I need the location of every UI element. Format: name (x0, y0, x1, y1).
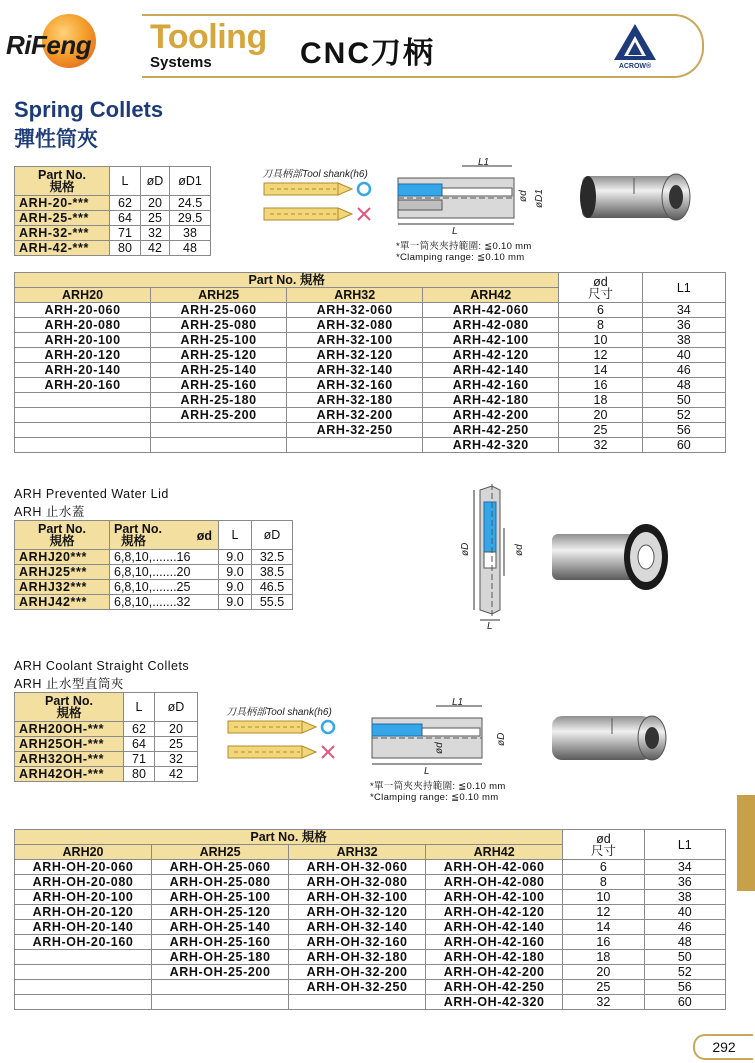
table-row: ARHJ25*** 6,8,10,.......20 9.0 38.5 (15, 565, 293, 580)
part-cell: ARH-OH-42-160 (426, 935, 563, 950)
part-cell: ARH-OH-42-250 (426, 980, 563, 995)
coolant-title-en: ARH Coolant Straight Collets (14, 659, 190, 673)
table-row (15, 348, 726, 363)
od-cell: 18 (559, 393, 642, 408)
header-part-no: Part No. 規格 (15, 273, 559, 288)
water-lid-photo (548, 520, 678, 594)
part-cell: ARH-OH-42-120 (426, 905, 563, 920)
table-row (15, 318, 726, 333)
part-cell: ARH-32-200 (287, 408, 423, 423)
header-od: ød 尺寸 (559, 273, 642, 303)
spring-collet-photo (574, 168, 696, 226)
L1-cell: 60 (642, 438, 725, 453)
part-cell: ARH-42-250 (423, 423, 559, 438)
L1-cell: 50 (642, 393, 725, 408)
part-cell: ARH-42-060 (423, 303, 559, 318)
table-row: ARH-42-*** 80 42 48 (15, 241, 211, 256)
part-cell: ARH-42-160 (423, 378, 559, 393)
svg-text:L1: L1 (452, 697, 464, 708)
L1-cell: 56 (642, 423, 725, 438)
L1-cell: 34 (642, 303, 725, 318)
coolant-title-zh: ARH 止水型直筒夾 (14, 677, 124, 691)
part-cell (15, 980, 152, 995)
table-row (15, 393, 726, 408)
page-number: 292 (693, 1034, 753, 1060)
header-part-no: Part No. 規格 (15, 830, 563, 845)
title-tooling: Tooling (150, 18, 267, 56)
part-cell: ARH-25-120 (151, 348, 287, 363)
L1-cell: 46 (644, 920, 725, 935)
tool-shank-label: 刀具柄部Tool shank(h6) (262, 169, 368, 180)
L1-cell: 34 (644, 860, 725, 875)
od-cell: 8 (559, 318, 642, 333)
coolant-collet-part-table: Part No. 規格 ød 尺寸 L1 ARH20 ARH25 ARH32 ARH42 ARH-OH-20-060 ARH-OH-25-060 ARH-OH-32-060 ARH-OH-42-060 6 34 ARH-OH-20-080 ARH-OH-25-080 ARH-OH-32-080 ARH-OH-42-080 8 36 ARH-OH-20-100 ARH-OH-25-100 ARH-OH-32-100 ARH-OH-42-100 10 38 ARH-OH-20-120 ARH-OH-25-120 ARH-OH-32-120 ARH-OH-42-120 12 40 ARH-OH-20-140 ARH-OH-25-140 ARH-OH-32-140 ARH-OH-42-140 14 46 ARH-OH-20-160 ARH-OH-25-160 ARH-OH-32-160 ARH-OH-42-160 16 48 ARH-OH-25-180 ARH-OH-32-180 ARH-OH-42-180 18 50 ARH-OH-25-200 ARH-OH-32-200 ARH-OH-42-200 20 52 ARH-OH-32-250 ARH-OH-42-250 25 56 ARH-OH-42-320 32 60 (14, 829, 726, 1010)
coolant-collet-photo (548, 710, 672, 766)
table-row (15, 995, 726, 1010)
svg-text:øD: øD (496, 732, 507, 746)
part-cell: ARH-32-080 (287, 318, 423, 333)
od-cell: 14 (563, 920, 644, 935)
part-cell (287, 438, 423, 453)
L1-cell: 46 (642, 363, 725, 378)
table-row: ARH32OH-*** 71 32 (15, 752, 198, 767)
part-cell (151, 423, 287, 438)
od-cell: 32 (559, 438, 642, 453)
table-row (15, 935, 726, 950)
part-cell: ARH-32-100 (287, 333, 423, 348)
section-title-en: Spring Collets (14, 97, 164, 122)
brand-logo: RiFeng (6, 30, 92, 60)
part-cell: ARH-42-080 (423, 318, 559, 333)
table-row (15, 378, 726, 393)
table-row: ARH25OH-*** 64 25 (15, 737, 198, 752)
svg-text:øD: øD (460, 542, 471, 556)
od-cell: 25 (559, 423, 642, 438)
od-cell: 8 (563, 875, 644, 890)
part-cell: ARH-32-160 (287, 378, 423, 393)
part-cell: ARH-OH-32-140 (289, 920, 426, 935)
od-cell: 12 (559, 348, 642, 363)
title-systems: Systems (150, 54, 212, 71)
coolant-collet-size-table: Part No. 規格 L øD ARH20OH-*** 62 20 ARH25OH-*** 64 25 ARH32OH-*** 71 32 ARH42OH-*** 80 42 (14, 692, 198, 782)
svg-text:ød: ød (434, 742, 445, 754)
od-cell: 12 (563, 905, 644, 920)
part-cell: ARH-OH-42-060 (426, 860, 563, 875)
part-cell: ARH-25-180 (151, 393, 287, 408)
od-cell: 16 (559, 378, 642, 393)
part-cell (151, 438, 287, 453)
od-cell: 32 (563, 995, 644, 1010)
part-cell: ARH-OH-25-080 (152, 875, 289, 890)
part-cell: ARH-OH-32-160 (289, 935, 426, 950)
header-part-no: Part No. 規格 (15, 521, 110, 550)
svg-text:øD1: øD1 (534, 189, 545, 208)
od-cell: 20 (559, 408, 642, 423)
clamping-note: *單一筒夾夾持範圍: ≦0.10 mm *Clamping range: ≦0.10 mm (396, 241, 532, 263)
part-cell: ARH-42-140 (423, 363, 559, 378)
part-cell: ARH-OH-32-060 (289, 860, 426, 875)
L1-cell: 38 (642, 333, 725, 348)
table-row (15, 965, 726, 980)
spring-collet-size-table (14, 166, 211, 256)
part-cell: ARH-25-160 (151, 378, 287, 393)
part-cell: ARH-32-120 (287, 348, 423, 363)
section-title-zh: 彈性筒夾 (14, 128, 98, 151)
part-cell: ARH-OH-32-180 (289, 950, 426, 965)
L1-cell: 40 (642, 348, 725, 363)
side-tab (737, 795, 755, 891)
part-cell (152, 980, 289, 995)
part-cell: ARH-OH-25-100 (152, 890, 289, 905)
part-cell (15, 423, 151, 438)
od-cell: 6 (563, 860, 644, 875)
table-row: ARHJ32*** 6,8,10,.......25 9.0 46.5 (15, 580, 293, 595)
header-part-no: Part No. 規格 (15, 167, 110, 196)
table-row (15, 950, 726, 965)
part-cell: ARH-25-060 (151, 303, 287, 318)
part-cell: ARH-25-140 (151, 363, 287, 378)
part-cell: ARH-20-100 (15, 333, 151, 348)
od-cell: 10 (559, 333, 642, 348)
part-cell (15, 393, 151, 408)
part-cell: ARH-OH-20-160 (15, 935, 152, 950)
od-cell: 20 (563, 965, 644, 980)
acrow-logo (612, 22, 658, 70)
part-cell (15, 408, 151, 423)
part-cell: ARH-OH-25-120 (152, 905, 289, 920)
part-cell: ARH-OH-42-200 (426, 965, 563, 980)
part-cell: ARH-42-320 (423, 438, 559, 453)
part-cell: ARH-OH-32-080 (289, 875, 426, 890)
L1-cell: 36 (642, 318, 725, 333)
table-row (15, 980, 726, 995)
part-cell: ARH-20-060 (15, 303, 151, 318)
table-row (15, 920, 726, 935)
part-cell: ARH-32-250 (287, 423, 423, 438)
table-row (15, 860, 726, 875)
part-cell: ARH-20-160 (15, 378, 151, 393)
L1-cell: 50 (644, 950, 725, 965)
table-row (15, 423, 726, 438)
L1-cell: 48 (642, 378, 725, 393)
header-L: L (110, 167, 141, 196)
table-row: ARH-25-*** 64 25 29.5 (15, 211, 211, 226)
header-D1: øD1 (170, 167, 211, 196)
part-cell: ARH-OH-25-200 (152, 965, 289, 980)
table-row (15, 438, 726, 453)
part-cell: ARH-25-080 (151, 318, 287, 333)
part-cell: ARH-20-120 (15, 348, 151, 363)
tool-shank-label-2: 刀具柄部Tool shank(h6) (226, 707, 332, 718)
part-cell: ARH-OH-42-140 (426, 920, 563, 935)
header-part-no-2: Part No. 規格 ød (110, 521, 219, 550)
table-row (15, 875, 726, 890)
water-lid-table: Part No. 規格 Part No. 規格 ød L øD ARHJ20*** 6,8,10,.......16 9.0 32.5 ARHJ25*** 6,8,10,.......20 9.0 38.5 ARHJ32*** 6,8,10,.......25 9.0 46.5 ARHJ42*** 6,8,10,.......32 9.0 55.5 (14, 520, 293, 610)
part-cell: ARH-32-060 (287, 303, 423, 318)
clamping-note-2: *單一筒夾夾持範圍: ≦0.10 mm *Clamping range: ≦0.10 mm (370, 781, 506, 803)
part-cell: ARH-42-100 (423, 333, 559, 348)
acrow-label: ACROW® (618, 63, 652, 70)
part-cell: ARH-OH-25-060 (152, 860, 289, 875)
od-cell: 14 (559, 363, 642, 378)
spring-collet-part-table: Part No. 規格 ød 尺寸 L1 ARH20 ARH25 ARH32 ARH42 ARH-20-060 ARH-25-060 ARH-32-060 ARH-42-060 6 34 ARH-20-080 ARH-25-080 ARH-32-080 ARH-42-080 8 36 ARH-20-100 ARH-25-100 ARH-32-100 ARH-42-100 10 38 ARH-20-120 ARH-25-120 ARH-32-120 ARH-42-120 12 40 ARH-20-140 ARH-25-140 ARH-32-140 ARH-42-140 14 46 ARH-20-160 ARH-25-160 ARH-32-160 ARH-42-160 16 48 ARH-25-180 ARH-32-180 ARH-42-180 18 50 ARH-25-200 ARH-32-200 ARH-42-200 20 52 ARH-32-250 ARH-42-250 25 56 ARH-42-320 32 60 (14, 272, 726, 453)
table-row: ARHJ20*** 6,8,10,.......16 9.0 32.5 (15, 550, 293, 565)
table-row: ARH20OH-*** 62 20 (15, 722, 198, 737)
L1-cell: 36 (644, 875, 725, 890)
water-lid-title-zh: ARH 止水蓋 (14, 505, 85, 519)
part-cell: ARH-OH-20-120 (15, 905, 152, 920)
water-lid-section-drawing (452, 484, 534, 630)
part-cell: ARH-20-140 (15, 363, 151, 378)
table-row (15, 890, 726, 905)
L1-cell: 38 (644, 890, 725, 905)
table-row: ARH-32-*** 71 32 38 (15, 226, 211, 241)
table-row (15, 905, 726, 920)
part-cell: ARH-OH-20-140 (15, 920, 152, 935)
part-cell: ARH-OH-32-120 (289, 905, 426, 920)
part-cell: ARH-20-080 (15, 318, 151, 333)
part-cell: ARH-OH-42-100 (426, 890, 563, 905)
part-cell: ARH-OH-42-180 (426, 950, 563, 965)
part-cell (15, 965, 152, 980)
collet-section-drawing (392, 156, 552, 242)
part-cell: ARH-OH-42-080 (426, 875, 563, 890)
part-cell: ARH-32-140 (287, 363, 423, 378)
table-row: ARH42OH-*** 80 42 (15, 767, 198, 782)
L1-cell: 60 (644, 995, 725, 1010)
od-cell: 18 (563, 950, 644, 965)
table-row: ARHJ42*** 6,8,10,.......32 9.0 55.5 (15, 595, 293, 610)
part-cell (152, 995, 289, 1010)
svg-text:L1: L1 (478, 157, 490, 168)
svg-text:L: L (452, 226, 458, 237)
svg-text:L: L (487, 621, 493, 630)
L1-cell: 40 (644, 905, 725, 920)
od-cell: 25 (563, 980, 644, 995)
table-row (15, 303, 726, 318)
part-cell: ARH-25-200 (151, 408, 287, 423)
title-cnc: CNC刀柄 (300, 37, 435, 70)
od-cell: 10 (563, 890, 644, 905)
table-row (15, 333, 726, 348)
part-cell (15, 438, 151, 453)
part-cell: ARH-42-200 (423, 408, 559, 423)
part-cell: ARH-32-180 (287, 393, 423, 408)
part-cell (15, 950, 152, 965)
part-cell: ARH-OH-25-180 (152, 950, 289, 965)
header-L1: L1 (642, 273, 725, 303)
L1-cell: 56 (644, 980, 725, 995)
tool-shank-diagram-2 (224, 716, 344, 776)
part-cell: ARH-42-180 (423, 393, 559, 408)
part-cell: ARH-OH-20-060 (15, 860, 152, 875)
coolant-collet-section-drawing (366, 696, 516, 782)
svg-text:ød: ød (518, 190, 529, 202)
header-D: øD (141, 167, 170, 196)
part-cell: ARH-OH-20-080 (15, 875, 152, 890)
od-cell: 16 (563, 935, 644, 950)
header-L1: L1 (644, 830, 725, 860)
part-cell: ARH-OH-32-250 (289, 980, 426, 995)
part-cell: ARH-OH-42-320 (426, 995, 563, 1010)
table-row: ARH-20-*** 62 20 24.5 (15, 196, 211, 211)
part-cell: ARH-OH-20-100 (15, 890, 152, 905)
L1-cell: 52 (644, 965, 725, 980)
part-cell: ARH-25-100 (151, 333, 287, 348)
part-cell: ARH-OH-32-200 (289, 965, 426, 980)
L1-cell: 52 (642, 408, 725, 423)
part-cell (289, 995, 426, 1010)
svg-text:L: L (424, 766, 430, 777)
part-cell (15, 995, 152, 1010)
header-part-no: Part No. 規格 (15, 693, 124, 722)
table-row (15, 408, 726, 423)
header-od: ød 尺寸 (563, 830, 644, 860)
table-row (15, 363, 726, 378)
od-cell: 6 (559, 303, 642, 318)
part-cell: ARH-42-120 (423, 348, 559, 363)
tool-shank-diagram (260, 178, 380, 238)
L1-cell: 48 (644, 935, 725, 950)
part-cell: ARH-OH-25-160 (152, 935, 289, 950)
svg-text:ød: ød (514, 544, 525, 556)
part-cell: ARH-OH-25-140 (152, 920, 289, 935)
water-lid-title-en: ARH Prevented Water Lid (14, 487, 169, 501)
part-cell: ARH-OH-32-100 (289, 890, 426, 905)
